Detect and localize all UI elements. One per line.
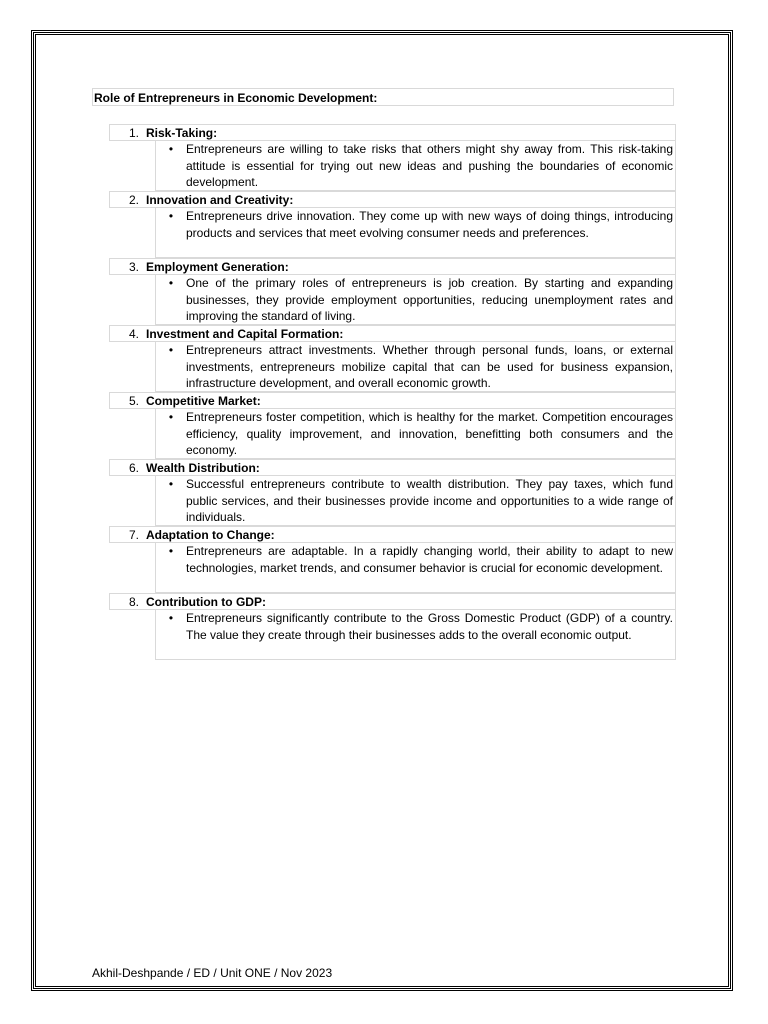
list-item-body	[155, 141, 676, 191]
bullet-icon: •	[168, 343, 174, 357]
list-item-text: Entrepreneurs drive innovation. They come up with new ways of doing things, introducing products and services that meet evolving consumer needs and preferences.	[186, 209, 673, 240]
list-item-heading: Adaptation to Change:	[146, 527, 275, 542]
list-item-body	[155, 275, 676, 325]
list-item	[109, 593, 676, 660]
list-item-heading: Competitive Market:	[146, 393, 261, 408]
list-item-number: 7.	[128, 527, 139, 542]
list-item-heading: Risk-Taking:	[146, 125, 218, 140]
bullet-icon: •	[168, 410, 174, 424]
list-item-text: Successful entrepreneurs contribute to wealth distribution. They pay taxes, which fund public services, and their businesses provide income and opportunities to a wide range of individuals.	[186, 477, 673, 525]
list-item	[109, 258, 676, 325]
bullet-icon: •	[168, 611, 174, 625]
list-item-body	[155, 342, 676, 392]
list-item-text: One of the primary roles of entrepreneurs is job creation. By starting and expanding businesses, they provide employment opportunities, reducing unemployment rates and improving the standard of living.	[186, 276, 673, 324]
list-item	[109, 325, 676, 392]
bullet-icon: •	[168, 209, 174, 223]
list-item-heading-row	[109, 459, 676, 476]
list-item-heading-row	[109, 124, 676, 141]
list-item	[109, 459, 676, 526]
list-item	[109, 392, 676, 459]
list-item-text: Entrepreneurs are adaptable. In a rapidly changing world, their ability to adapt to new technologies, market trends, and consumer behavior is crucial for economic development.	[186, 544, 673, 575]
list-item-text: Entrepreneurs attract investments. Whether through personal funds, loans, or external investments, entrepreneurs mobilize capital that can be used for business expansion, infrastructure development, and overall economic growth.	[186, 343, 673, 391]
list-item-heading-row	[109, 392, 676, 409]
list-item-number: 6.	[128, 460, 139, 475]
list-item-text: Entrepreneurs significantly contribute to the Gross Domestic Product (GDP) of a country. The value they create through their businesses adds to the overall economic output.	[186, 611, 673, 642]
list-item-number: 4.	[128, 326, 139, 341]
list-item-number: 2.	[128, 192, 139, 207]
list-item-heading-row	[109, 593, 676, 610]
list-item	[109, 191, 676, 258]
list-item-heading: Wealth Distribution:	[146, 460, 260, 475]
list-item-heading-row	[109, 191, 676, 208]
role-list	[109, 124, 676, 660]
list-item-heading-row	[109, 325, 676, 342]
list-item-text: Entrepreneurs are willing to take risks that others might shy away from. This risk-taking attitude is essential for trying out new ideas and pushing the boundaries of economic development.	[186, 142, 673, 190]
list-item-heading: Contribution to GDP:	[146, 594, 266, 609]
bullet-icon: •	[168, 477, 174, 491]
list-item-heading-row	[109, 526, 676, 543]
list-item-number: 5.	[128, 393, 139, 408]
list-item-text: Entrepreneurs foster competition, which is healthy for the market. Competition encourages efficiency, quality improvement, and innovation, benefitting both consumers and the economy.	[186, 410, 673, 458]
list-item-body	[155, 409, 676, 459]
list-item	[109, 526, 676, 593]
list-item-heading: Innovation and Creativity:	[146, 192, 294, 207]
list-item-number: 8.	[128, 594, 139, 609]
list-item-number: 3.	[128, 259, 139, 274]
list-item-number: 1.	[128, 125, 139, 140]
list-item-body	[155, 476, 676, 526]
list-item-heading: Investment and Capital Formation:	[146, 326, 344, 341]
list-item-heading: Employment Generation:	[146, 259, 289, 274]
page-footer: Akhil-Deshpande / ED / Unit ONE / Nov 2023	[92, 966, 333, 980]
list-item-body	[155, 208, 676, 258]
bullet-icon: •	[168, 276, 174, 290]
list-item	[109, 124, 676, 191]
bullet-icon: •	[168, 544, 174, 558]
bullet-icon: •	[168, 142, 174, 156]
list-item-body	[155, 543, 676, 593]
document-title: Role of Entrepreneurs in Economic Development:	[92, 88, 674, 106]
list-item-body	[155, 610, 676, 660]
list-item-heading-row	[109, 258, 676, 275]
